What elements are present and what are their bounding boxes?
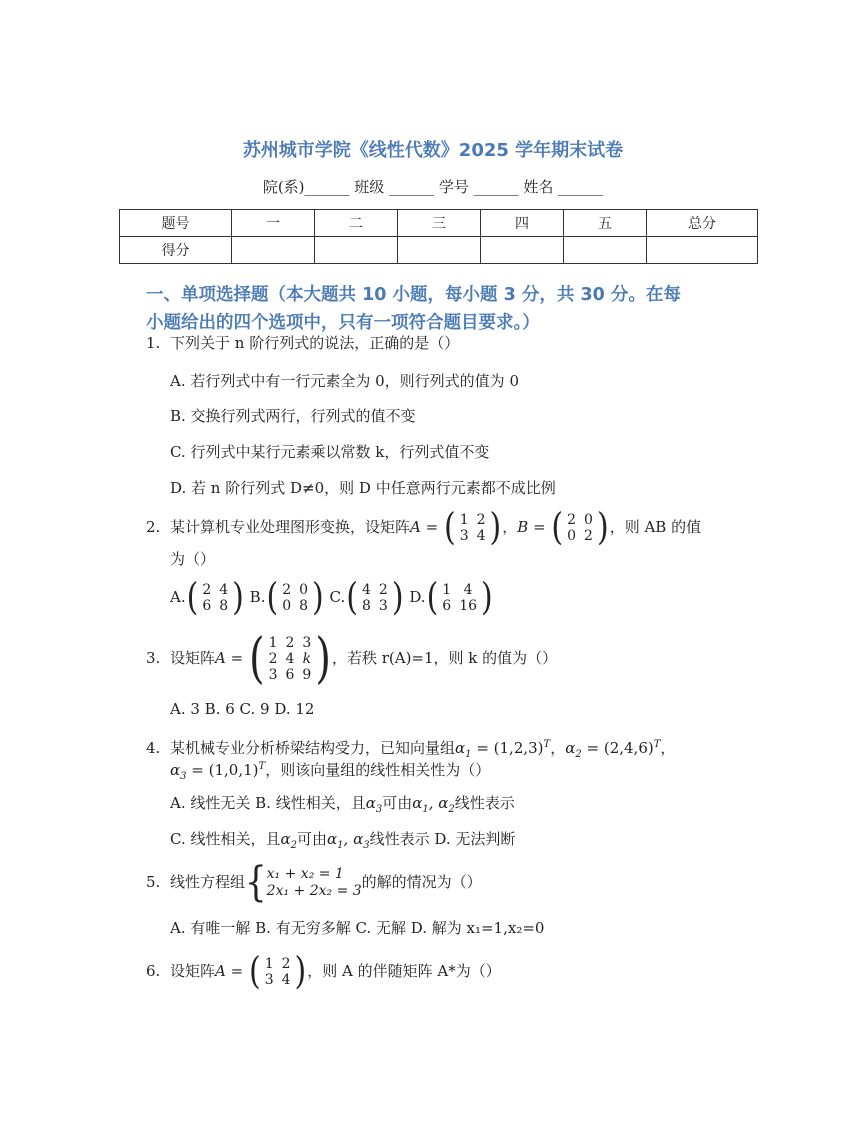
q4-options-line2: C. 线性相关，且$\alpha_2$可由$\alpha_1$, $\alpha_3$线性表示 D. 无法判断: [170, 830, 516, 851]
matrix-a: ( 1 2 3 4 ): [248, 949, 307, 994]
question-number: 5.: [146, 873, 161, 891]
question-5: [146, 859, 482, 907]
question-4: 4. 某机械专业分析桥梁结构受力，已知向量组$\alpha_1 = (1,2,3)^T$，$\alpha_2 = (2,4,6)^T$，: [146, 739, 676, 760]
question-number: 3.: [146, 649, 161, 667]
matrix-b: ( 2 0 0 2 ): [551, 505, 609, 550]
q1-option-b: B. 交换行列式两行，行列式的值不变: [170, 407, 416, 425]
question-stem: 某计算机专业处理图形变换，设矩阵: [170, 518, 411, 536]
q2-option-c-matrix: ( 4 2 8 3 ): [346, 575, 404, 620]
question-stem-tail: 的解的情况为（）: [361, 873, 482, 891]
q1-option-c: C. 行列式中某行元素乘以常数 k，行列式值不变: [170, 443, 490, 461]
score-cell: 五: [564, 210, 647, 237]
question-stem-tail: ，则 AB 的值: [609, 518, 702, 536]
score-cell: 题号: [120, 210, 232, 237]
score-cell: 三: [398, 210, 481, 237]
score-table-score-row: [120, 237, 758, 264]
score-input-cell: [564, 237, 647, 264]
q2-option-b-matrix: ( 2 0 0 8 ): [266, 575, 324, 620]
section-heading-line2: 小题给出的四个选项中，只有一项符合题目要求。）: [146, 313, 540, 333]
score-table-header-row: [120, 210, 758, 237]
score-input-cell: [315, 237, 398, 264]
q2-option-d-matrix: ( 1 4 6 16 ): [426, 575, 493, 620]
q2-option-a-matrix: ( 2 4 6 8 ): [186, 575, 244, 620]
score-cell: 一: [232, 210, 315, 237]
q4-options-line1: A. 线性无关 B. 线性相关，且$\alpha_3$可由$\alpha_1$, $\alpha_2$线性表示: [170, 794, 515, 815]
question-stem-tail: ，若秩 r(A)=1，则 k 的值为（）: [331, 649, 558, 667]
score-cell: 四: [481, 210, 564, 237]
question-stem: 某机械专业分析桥梁结构受力，已知向量组: [170, 739, 456, 757]
question-number: 2.: [146, 518, 161, 536]
q1-option-d: D. 若 n 阶行列式 D≠0，则 D 中任意两行元素都不成比例: [170, 479, 556, 497]
question-number: 4.: [146, 739, 161, 757]
question-4-line2: $\alpha_3 = (1,0,1)^T$，则该向量组的线性相关性为（）: [170, 761, 491, 782]
score-input-cell: [481, 237, 564, 264]
q3-options: A. 3 B. 6 C. 9 D. 12: [170, 700, 315, 718]
score-cell: 得分: [120, 237, 232, 264]
score-input-cell: [232, 237, 315, 264]
score-cell: 二: [315, 210, 398, 237]
score-input-cell: [647, 237, 758, 264]
score-table: [119, 209, 758, 264]
question-stem: 线性方程组: [170, 873, 246, 891]
score-input-cell: [398, 237, 481, 264]
question-number: 6.: [146, 962, 161, 980]
q2-options: A. ( 2 4 6 8 ) B. ( 2 0 0 8 ) C. ( 4 2 8 3 ) D. ( 1 4 6 16 ): [170, 575, 493, 620]
q2-stem-line2: 为（）: [170, 550, 216, 568]
question-stem-tail: ，则 A 的伴随矩阵 A*为（）: [307, 962, 501, 980]
question-1: [146, 332, 459, 354]
question-2: 2. 某计算机专业处理图形变换，设矩阵A = ( 1 2 3 4 ) ，B = ( 2 0 0 2 ) ，则 AB 的值: [146, 505, 702, 550]
student-info-line: 院(系)______ 班级 ______ 学号 ______ 姓名 ______: [262, 178, 604, 196]
score-cell: 总分: [647, 210, 758, 237]
equation-system: { x₁ + x₂ = 1 2x₁ + 2x₂ = 3: [245, 859, 362, 907]
question-number: 1.: [146, 334, 161, 352]
q5-options: A. 有唯一解 B. 有无穷多解 C. 无解 D. 解为 x₁=1,x₂=0: [170, 919, 545, 937]
question-stem: 下列关于 n 阶行列式的说法，正确的是（）: [170, 334, 460, 352]
question-stem: 设矩阵: [170, 649, 216, 667]
page-title: 苏州城市学院《线性代数》2025 学年期末试卷: [242, 140, 624, 161]
section-heading: [146, 281, 766, 337]
question-stem: 设矩阵: [170, 962, 216, 980]
question-6: 6. 设矩阵A = ( 1 2 3 4 ) ，则 A 的伴随矩阵 A*为（）: [146, 949, 501, 994]
matrix-a: ( 1 2 3 4 ): [443, 505, 502, 550]
question-stem-tail: ，则该向量组的线性相关性为（）: [265, 761, 491, 779]
section-heading-line1: 一、单项选择题（本大题共 10 小题，每小题 3 分，共 30 分。在每: [146, 285, 681, 305]
q1-option-a: A. 若行列式中有一行元素全为 0，则行列式的值为 0: [170, 372, 519, 390]
matrix-3x3: ( 1 2 3 2 4 k 3 6 9 ): [248, 627, 331, 691]
question-3: 3. 设矩阵A = ( 1 2 3 2 4 k 3 6 9 ) ，若秩 r(A)=1，则 k 的值为（）: [146, 627, 558, 691]
